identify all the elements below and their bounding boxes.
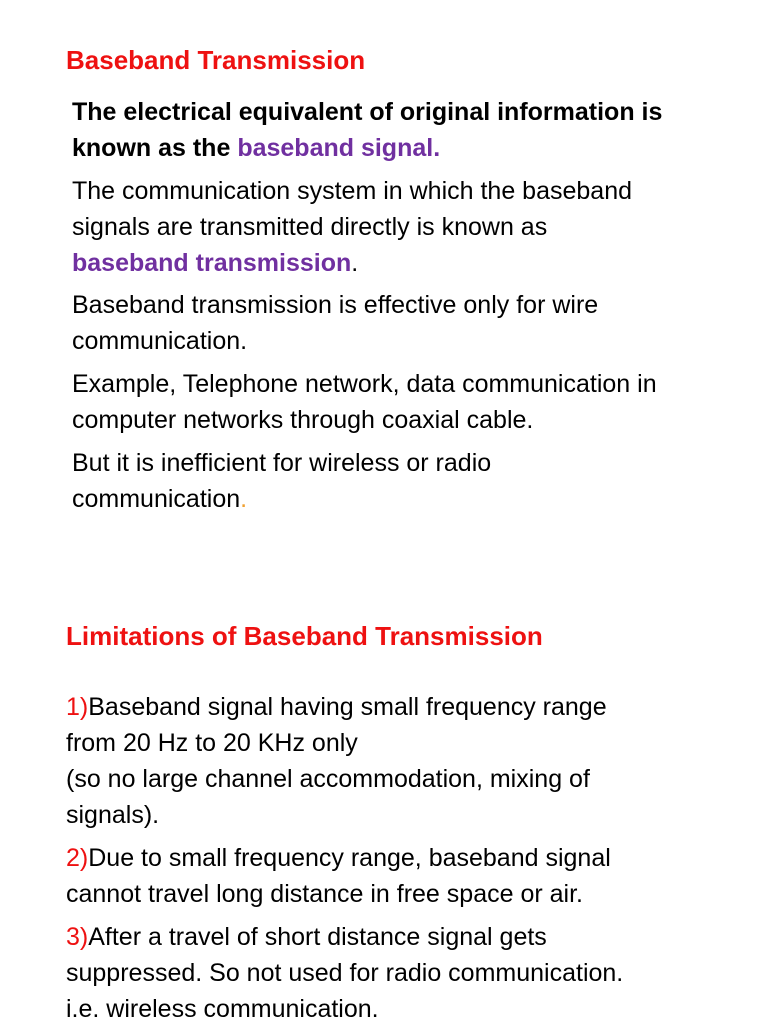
- text-line: 3)After a travel of short distance signal gets: [66, 923, 547, 951]
- paragraph-baseband-transmission-definition: [72, 173, 632, 281]
- text-line: signals are transmitted directly is known as: [72, 213, 548, 241]
- text-line: cannot travel long distance in free space or air.: [66, 880, 583, 908]
- text-line: The electrical equivalent of original information is: [72, 98, 663, 126]
- section-title-limitations: Limitations of Baseband Transmission: [66, 621, 543, 651]
- text-line: from 20 Hz to 20 KHz only: [66, 729, 358, 757]
- text-line: i.e. wireless communication.: [66, 995, 379, 1023]
- text-line: communication.: [72, 327, 248, 355]
- paragraph-baseband-signal-definition: [72, 94, 662, 166]
- item-number: 3): [66, 923, 89, 951]
- text-line: Example, Telephone network, data communication in: [72, 370, 657, 398]
- highlight-baseband-transmission: baseband transmission: [72, 249, 352, 277]
- limitation-item-1: [66, 689, 607, 833]
- text-line: communication.: [72, 485, 248, 513]
- item-number: 1): [66, 693, 89, 721]
- highlight-baseband-signal: baseband signal.: [237, 134, 441, 162]
- text-line: suppressed. So not used for radio communication.: [66, 959, 624, 987]
- text-line: computer networks through coaxial cable.: [72, 406, 534, 434]
- text-line: The communication system in which the baseband: [72, 177, 633, 205]
- text-line: But it is inefficient for wireless or radio: [72, 449, 492, 477]
- paragraph-example: [72, 366, 657, 438]
- paragraph-wire-communication: [72, 287, 598, 359]
- limitation-item-2: [66, 840, 611, 912]
- text-line: Baseband transmission is effective only for wire: [72, 291, 599, 319]
- limitation-item-3: [66, 919, 623, 1024]
- text-line: signals).: [66, 801, 160, 829]
- text-line: 1)Baseband signal having small frequency range: [66, 693, 607, 721]
- text-line: 2)Due to small frequency range, baseband signal: [66, 844, 611, 872]
- section-title-baseband-transmission: Baseband Transmission: [66, 45, 366, 75]
- text-line: (so no large channel accommodation, mixing of: [66, 765, 590, 793]
- text-line: known as the baseband signal.: [72, 134, 441, 162]
- paragraph-inefficient-wireless: [72, 445, 491, 517]
- text-line: baseband transmission.: [72, 249, 359, 277]
- accent-dot: .: [240, 485, 248, 513]
- item-number: 2): [66, 844, 89, 872]
